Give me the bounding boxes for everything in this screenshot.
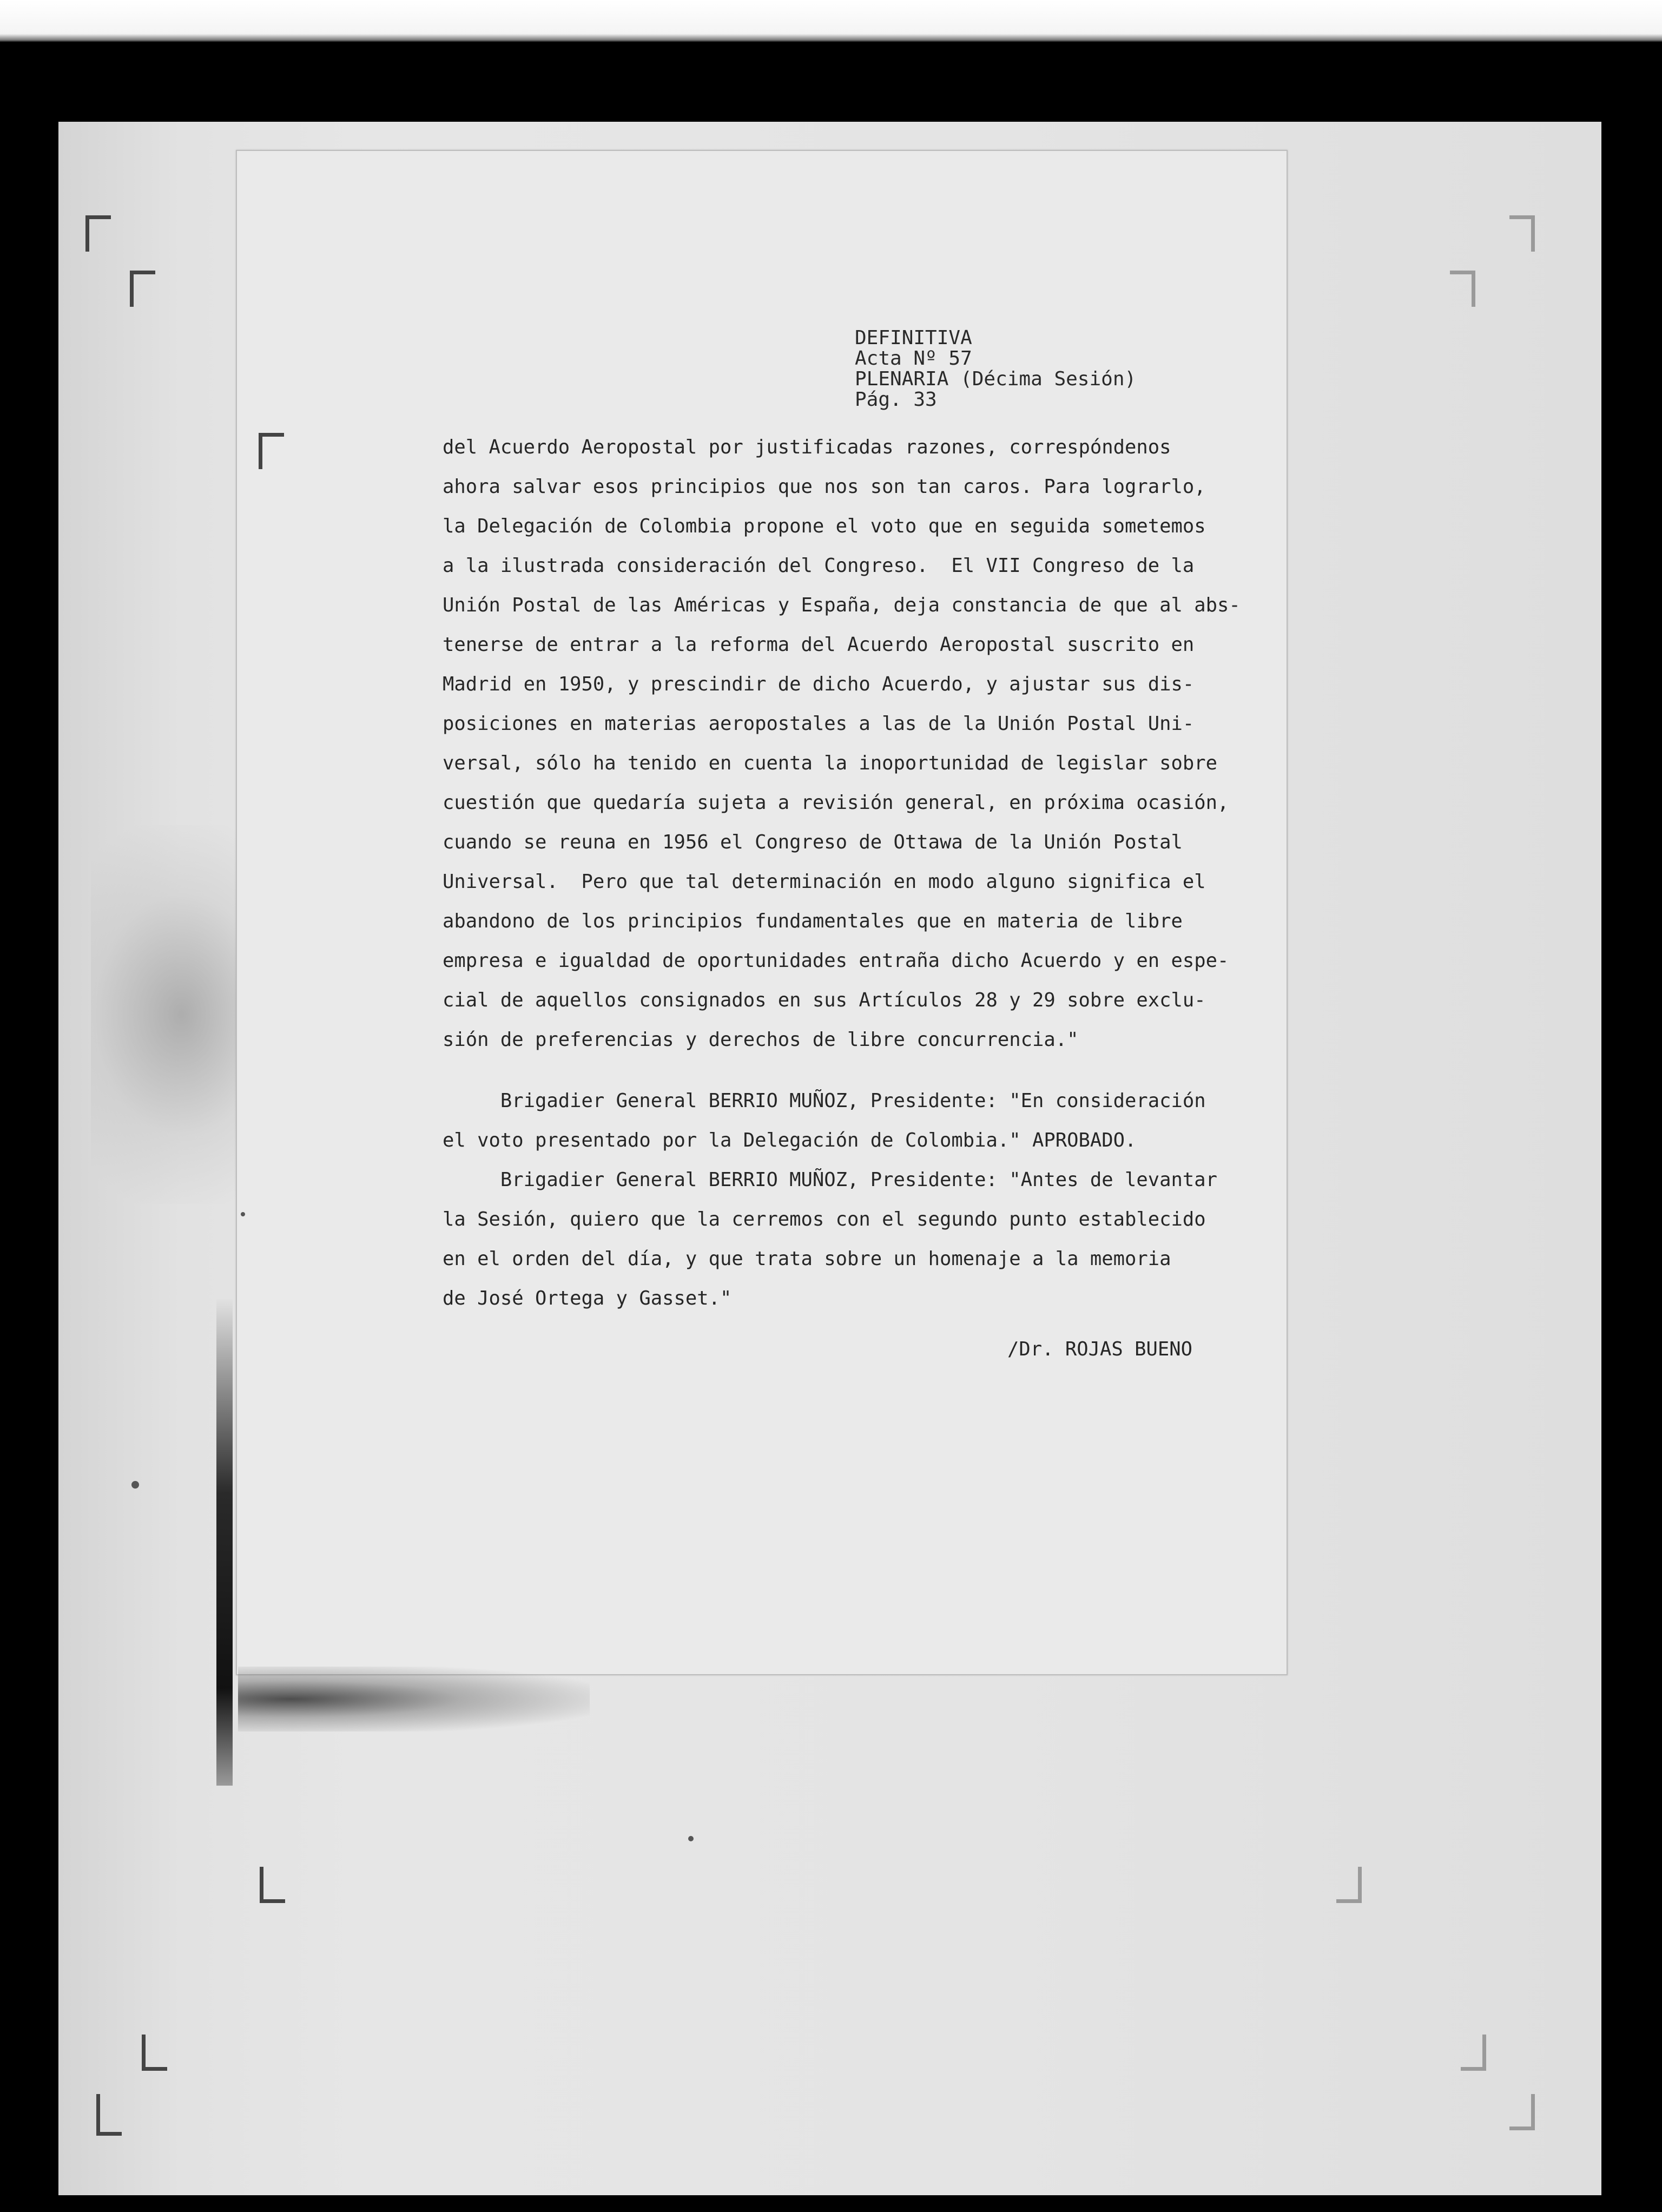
text-line: cuestión que quedaría sujeta a revisión general, en próxima ocasión, xyxy=(443,792,1229,814)
text-line: Brigadier General BERRIO MUÑOZ, Presidente: "Antes de levantar xyxy=(443,1169,1217,1191)
text-line: del Acuerdo Aeropostal por justificadas razones, correspóndenos xyxy=(443,436,1171,458)
dust-speck xyxy=(241,1212,245,1216)
text-line: posiciones en materias aeropostales a las de la Unión Postal Uni- xyxy=(443,713,1195,735)
crop-mark-bottom-left xyxy=(142,2035,167,2071)
text-line: cial de aquellos consignados en sus Artículos 28 y 29 sobre exclu- xyxy=(443,989,1206,1011)
text-line: empresa e igualdad de oportunidades entraña dicho Acuerdo y en espe- xyxy=(443,950,1229,972)
crop-mark-top-right xyxy=(1509,215,1535,252)
signature-line: /Dr. ROJAS BUENO xyxy=(1007,1338,1192,1360)
crop-mark-bottom-right-inner xyxy=(1336,1867,1362,1903)
page-smear xyxy=(238,1667,590,1732)
text-line: Unión Postal de las Américas y España, deja constancia de que al abs- xyxy=(443,594,1241,616)
header-page-number: Pág. 33 xyxy=(855,389,937,411)
dust-speck xyxy=(688,1836,694,1841)
text-line: versal, sólo ha tenido en cuenta la inoportunidad de legislar sobre xyxy=(443,752,1217,774)
dust-speck xyxy=(131,1481,139,1489)
text-line: a la ilustrada consideración del Congreso. El VII Congreso de la xyxy=(443,555,1195,577)
text-line: el voto presentado por la Delegación de Colombia." APROBADO. xyxy=(443,1129,1137,1151)
text-line: la Sesión, quiero que la cerremos con el segundo punto establecido xyxy=(443,1208,1206,1230)
header-status: DEFINITIVA xyxy=(855,327,972,349)
crop-mark-page-left xyxy=(259,433,284,469)
text-line: Universal. Pero que tal determinación en modo alguno significa el xyxy=(443,871,1206,893)
crop-mark-top-right-inner xyxy=(1450,271,1475,307)
text-line: abandono de los principios fundamentales que en materia de libre xyxy=(443,910,1183,932)
text-line: de José Ortega y Gasset." xyxy=(443,1287,732,1309)
text-line: sión de preferencias y derechos de libre concurrencia." xyxy=(443,1029,1079,1051)
crop-mark-bottom-left-outer xyxy=(96,2094,122,2136)
text-line: ahora salvar esos principios que nos son tan caros. Para lograrlo, xyxy=(443,476,1206,498)
text-line: Madrid en 1950, y prescindir de dicho Acuerdo, y ajustar sus dis- xyxy=(443,673,1195,695)
header-session: PLENARIA (Décima Sesión) xyxy=(855,368,1137,390)
text-line: cuando se reuna en 1956 el Congreso de Ottawa de la Unión Postal xyxy=(443,831,1183,853)
crop-mark-bottom-right-outer xyxy=(1509,2094,1535,2130)
document-body xyxy=(443,427,1276,1318)
crop-mark-bottom-left-inner xyxy=(260,1867,285,1903)
page-edge-shadow xyxy=(216,1299,233,1786)
document-header xyxy=(855,328,1136,410)
text-line: tenerse de entrar a la reforma del Acuerdo Aeropostal suscrito en xyxy=(443,634,1195,656)
text-line: la Delegación de Colombia propone el voto que en seguida sometemos xyxy=(443,515,1206,537)
crop-mark-bottom-right xyxy=(1461,2035,1486,2071)
paragraph-gap xyxy=(443,1059,1276,1081)
text-line: Brigadier General BERRIO MUÑOZ, Presidente: "En consideración xyxy=(443,1090,1206,1112)
crop-mark-top-left xyxy=(85,215,111,252)
scanner-top-strip xyxy=(0,0,1662,42)
text-line: en el orden del día, y que trata sobre un homenaje a la memoria xyxy=(443,1248,1171,1270)
header-acta-number: Acta Nº 57 xyxy=(855,347,972,370)
crop-mark-top-left-inner xyxy=(130,271,155,307)
